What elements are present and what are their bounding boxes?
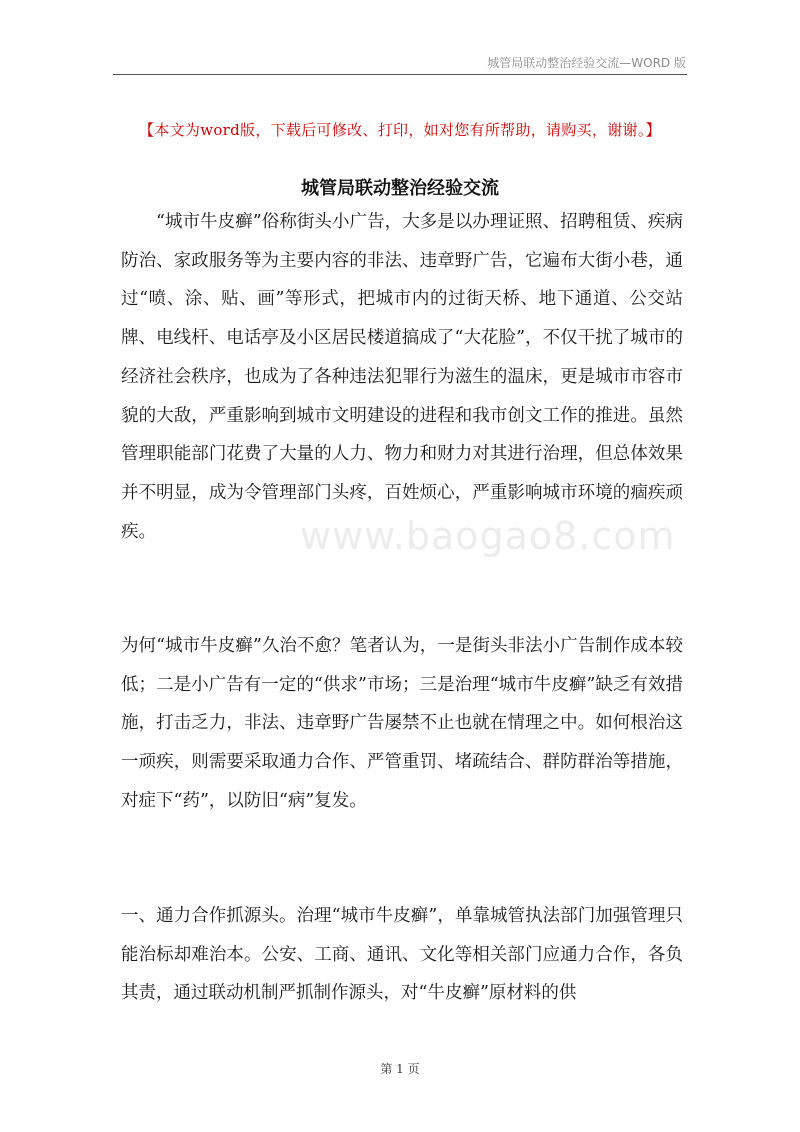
paragraph-3: 一、通力合作抓源头。治理“城市牛皮癣”，单靠城管执法部门加强管理只能治标却难治本。公安、工商、通讯、文化等相关部门应通力合作，各负其责，通过联动机制严抓制作源头，对“牛皮癣”原材料的供 [121, 906, 683, 1004]
watermark: www.baogao8.com [300, 514, 676, 558]
header-divider [113, 74, 687, 75]
paragraph-1: “城市牛皮癣”俗称街头小广告，大多是以办理证照、招聘租赁、疾病防治、家政服务等为主要内容的非法、违章野广告，它遍布大街小巷，通过“喷、涂、贴、画”等形式，把城市内的过街天桥、地下通道、公交站牌、电线杆、电话亭及小区居民楼道搞成了“大花脸”，不仅干扰了城市的经济社会秩序，也成为了各种违法犯罪行为滋生的温床，更是城市市容市貌的大敌，严重影响到城市文明建设的进程和我市创文工作的推进。虽然管理职能部门花费了大量的人力、物力和财力对其进行治理，但总体效果并不明显，成为令管理部门头疼，百姓烦心，严重影响城市环境的痼疾顽疾。 [121, 212, 683, 542]
paragraph-2: 为何“城市牛皮癣”久治不愈？笔者认为，一是街头非法小广告制作成本较低；二是小广告有一定的“供求”市场；三是治理“城市牛皮癣”缺乏有效措施，打击乏力，非法、违章野广告屡禁不止也就在情理之中。如何根治这一顽疾，则需要采取通力合作、严管重罚、堵疏结合、群防群治等措施，对症下“药”，以防旧“病”复发。 [121, 636, 683, 811]
page-number: 第 1 页 [380, 1062, 420, 1076]
download-notice: 【本文为word版，下载后可修改、打印，如对您有所帮助，请购买，谢谢。】 [139, 121, 661, 139]
running-header-title: 城管局联动整治经验交流—WORD 版 [487, 56, 686, 70]
document-title: 城管局联动整治经验交流 [301, 178, 499, 199]
